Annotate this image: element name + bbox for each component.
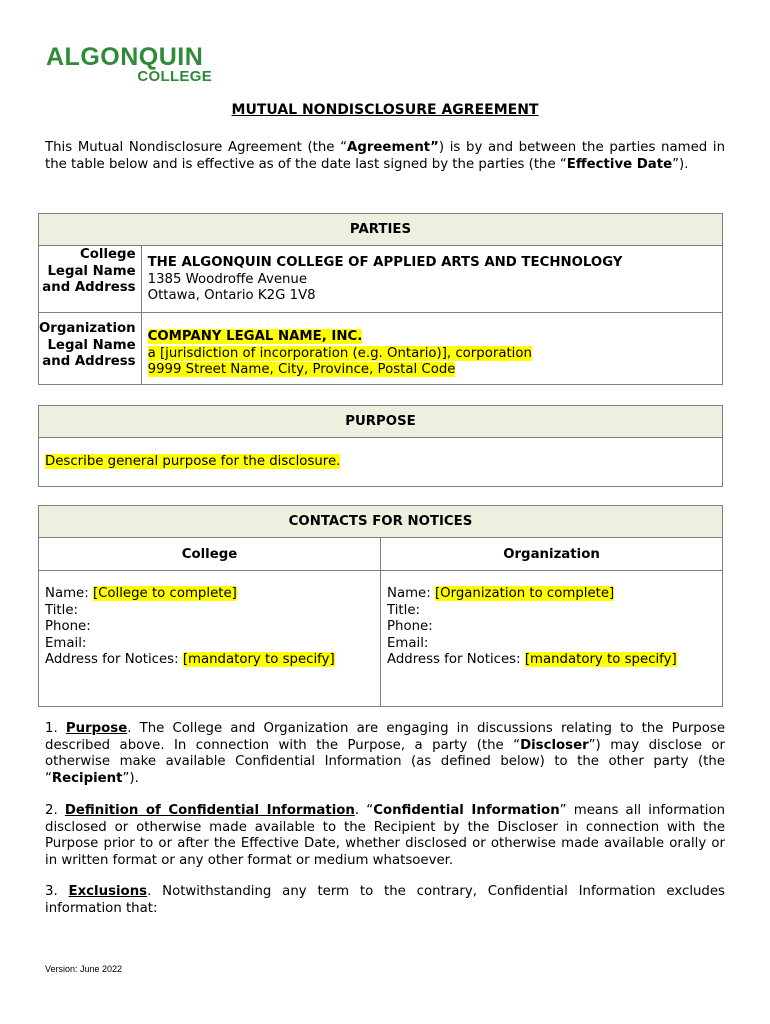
parties-table [38,213,723,385]
organization-jurisdiction[interactable]: a [jurisdiction of incorporation (e.g. Ontario)], corporation [147,345,532,361]
college-phone-label: Phone: [45,619,91,634]
section-2-definition: 2. Definition of Confidential Information. “Confidential Information” means all information disclosed or otherwise made available to the Recipient by the Discloser in connection with the Purpose prior to or after the Effective Date, whether disclosed or otherwise made available orally or in written format or any other format or medium whatsoever. [45,803,726,868]
purpose-header: PURPOSE [39,406,723,438]
organization-details [141,313,722,385]
section-3-exclusions: 3. Exclusions. Notwithstanding any term to the contrary, Confidential Information excludes information that: [45,884,725,916]
purpose-cell [39,438,723,487]
college-label: College Legal Name and Address [39,246,142,313]
section-1-purpose: 1. Purpose. The College and Organization are engaging in discussions relating to the Purpose described above. In connection with the Purpose, a party (the “Discloser”) may disclose or otherwise make available Confidential Information (as defined below) to the other party (the “Recipient”). [45,721,725,786]
organization-address[interactable]: 9999 Street Name, City, Province, Postal Code [147,362,456,377]
contacts-header: CONTACTS FOR NOTICES [39,506,723,538]
contacts-organization-column-header: Organization [381,538,723,571]
organization-email-label: Email: [387,635,429,651]
college-contact-cell: Name: [College to complete] Title: Phone: Email: Address for Notices: [mandatory to specify] [39,571,381,707]
purpose-table [38,405,723,487]
college-address-line1: 1385 Woodroffe Avenue [147,271,308,287]
college-contact-name[interactable]: [College to complete] [92,586,237,601]
college-notice-address[interactable]: [mandatory to specify] [182,652,335,667]
organization-label: Organization Legal Name and Address [39,313,142,385]
contacts-table [38,505,723,707]
organization-contact-cell: Name: [Organization to complete] Title: Phone: Email: Address for Notices: [mandatory to specify] [381,571,723,707]
organization-phone-label: Phone: [387,619,433,634]
organization-title-label: Title: [387,602,420,618]
parties-header: PARTIES [39,214,723,246]
contacts-college-column-header: College [39,538,381,571]
college-title-label: Title: [45,602,78,618]
organization-legal-name[interactable]: COMPANY LEGAL NAME, INC. [147,329,363,344]
organization-contact-name[interactable]: [Organization to complete] [434,586,615,601]
algonquin-college-logo [46,44,212,88]
logo-line2: COLLEGE [137,68,212,85]
intro-paragraph: This Mutual Nondisclosure Agreement (the “Agreement”) is by and between the parties named in the table below and is effective as of the date last signed by the parties (the “Effective Date”). [45,140,725,172]
version-footer: Version: June 2022 [45,964,123,974]
college-email-label: Email: [45,635,87,651]
college-details [141,246,722,313]
logo-line1: ALGONQUIN [46,43,204,71]
organization-notice-address[interactable]: [mandatory to specify] [524,652,677,667]
purpose-text[interactable]: Describe general purpose for the disclosure. [45,454,341,469]
document-title: MUTUAL NONDISCLOSURE AGREEMENT [231,102,539,118]
college-address-line2: Ottawa, Ontario K2G 1V8 [147,288,316,303]
college-legal-name: THE ALGONQUIN COLLEGE OF APPLIED ARTS AND TECHNOLOGY [147,255,623,270]
